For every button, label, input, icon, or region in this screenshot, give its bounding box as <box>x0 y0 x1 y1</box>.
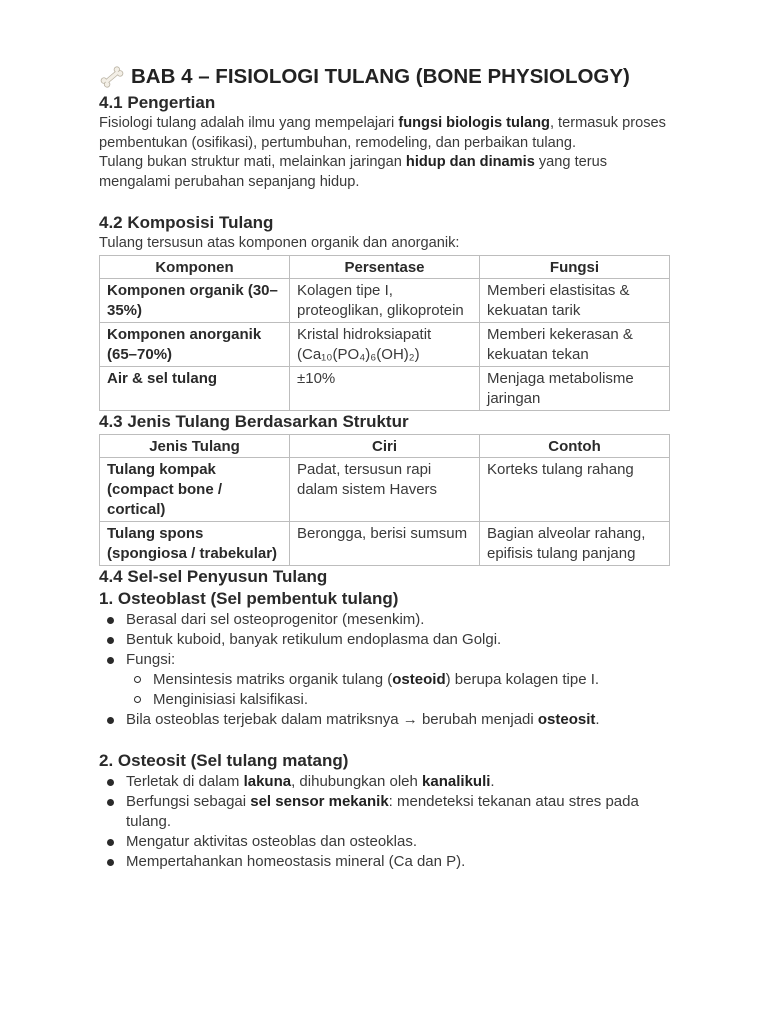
table-header: Persentase <box>290 255 480 278</box>
table-header: Ciri <box>290 434 480 457</box>
list-item: Berfungsi sebagai sel sensor mekanik: mendeteksi tekanan atau stres pada tulang. <box>99 792 668 832</box>
table-row <box>100 322 670 366</box>
osteoblast-heading: 1. Osteoblast (Sel pembentuk tulang) <box>99 588 399 608</box>
section-heading-4-3: 4.3 Jenis Tulang Berdasarkan Struktur <box>99 411 409 431</box>
osteosit-heading: 2. Osteosit (Sel tulang matang) <box>99 750 349 770</box>
sub-list-item: Mensintesis matriks organik tulang (osteoid) berupa kolagen tipe I. <box>126 670 668 690</box>
section-heading-4-4: 4.4 Sel-sel Penyusun Tulang <box>99 566 328 586</box>
table-cell: Memberi kekerasan & kekuatan tekan <box>480 322 670 366</box>
bone-icon <box>99 66 125 88</box>
bone-type-table <box>99 434 670 566</box>
table-header: Jenis Tulang <box>100 434 290 457</box>
list-item: Mengatur aktivitas osteoblas dan osteoklas. <box>99 832 668 852</box>
table-cell: Komponen organik (30–35%) <box>100 278 290 322</box>
table-cell: Kristal hidroksiapatit (Ca₁₀(PO₄)₆(OH)₂) <box>290 322 480 366</box>
list-item: Berasal dari sel osteoprogenitor (mesenkim). <box>99 610 668 630</box>
section-heading-4-2: 4.2 Komposisi Tulang <box>99 213 274 232</box>
paragraph-living-tissue: Tulang bukan struktur mati, melainkan jaringan hidup dan dinamis yang terus mengalami perubahan sepanjang hidup. <box>99 154 608 190</box>
composition-table <box>99 255 670 411</box>
composition-intro: Tulang tersusun atas komponen organik dan anorganik: <box>99 235 460 251</box>
table-header: Komponen <box>100 255 290 278</box>
table-row <box>100 366 670 410</box>
table-cell: Memberi elastisitas & kekuatan tarik <box>480 278 670 322</box>
list-item: Bila osteoblas terjebak dalam matriksnya → berubah menjadi osteosit. <box>99 710 668 730</box>
table-cell: Bagian alveolar rahang, epifisis tulang panjang <box>480 521 670 565</box>
osteoblast-list <box>99 610 668 730</box>
table-header: Fungsi <box>480 255 670 278</box>
table-cell: ±10% <box>290 366 480 410</box>
table-cell: Korteks tulang rahang <box>480 457 670 521</box>
list-item: Terletak di dalam lakuna, dihubungkan oleh kanalikuli. <box>99 772 668 792</box>
list-item: Mempertahankan homeostasis mineral (Ca dan P). <box>99 852 668 872</box>
sub-list-item: Menginisiasi kalsifikasi. <box>126 690 668 710</box>
table-row <box>100 278 670 322</box>
sub-list <box>126 670 668 710</box>
table-row <box>100 521 670 565</box>
table-row <box>100 457 670 521</box>
table-cell: Padat, tersusun rapi dalam sistem Havers <box>290 457 480 521</box>
paragraph-definition: Fisiologi tulang adalah ilmu yang mempelajari fungsi biologis tulang, termasuk proses pembentukan (osifikasi), pertumbuhan, remodeling, dan perbaikan tulang. <box>99 115 666 151</box>
table-header-row <box>100 434 670 457</box>
table-cell: Menjaga metabolisme jaringan <box>480 366 670 410</box>
table-cell: Berongga, berisi sumsum <box>290 521 480 565</box>
table-cell: Kolagen tipe I, proteoglikan, glikoprotein <box>290 278 480 322</box>
section-heading-4-1: 4.1 Pengertian <box>99 93 216 112</box>
table-header: Contoh <box>480 434 670 457</box>
list-item: Fungsi: Mensintesis matriks organik tulang (osteoid) berupa kolagen tipe I. Menginisiasi kalsifikasi. <box>99 650 668 710</box>
list-item: Bentuk kuboid, banyak retikulum endoplasma dan Golgi. <box>99 630 668 650</box>
table-cell: Tulang spons (spongiosa / trabekular) <box>100 521 290 565</box>
table-cell: Tulang kompak (compact bone / cortical) <box>100 457 290 521</box>
table-header-row <box>100 255 670 278</box>
chapter-title-text: BAB 4 – FISIOLOGI TULANG (BONE PHYSIOLOGY) <box>131 65 630 88</box>
osteosit-list <box>99 772 668 872</box>
table-cell: Komponen anorganik (65–70%) <box>100 322 290 366</box>
table-cell: Air & sel tulang <box>100 366 290 410</box>
chapter-title <box>99 62 668 92</box>
